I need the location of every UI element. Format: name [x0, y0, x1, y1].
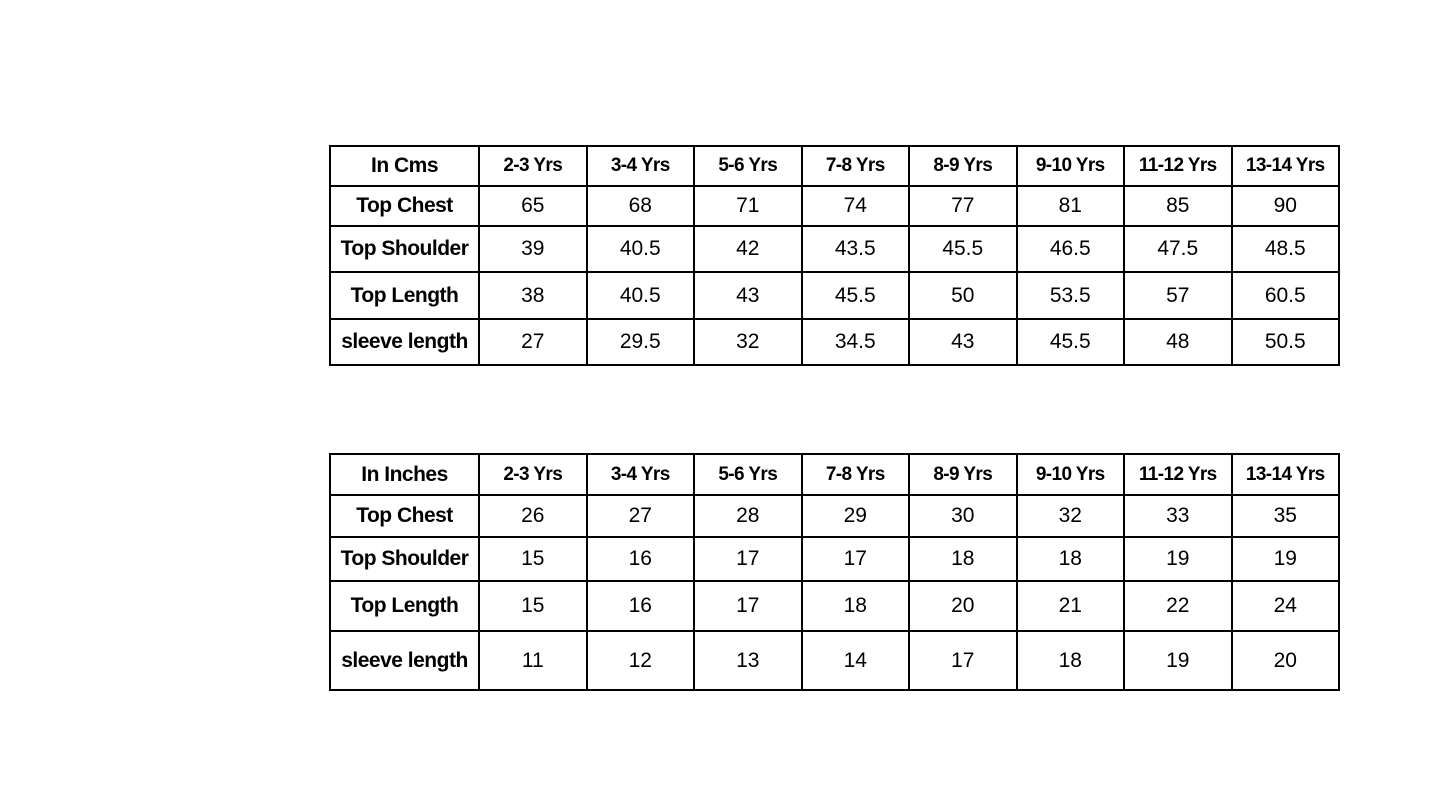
measurement-value: 18	[909, 537, 1017, 581]
measurement-value: 46.5	[1017, 226, 1125, 272]
measurement-value: 68	[587, 186, 695, 226]
unit-label: In Inches	[330, 454, 479, 495]
measurement-value: 12	[587, 631, 695, 690]
measurement-label: Top Length	[330, 272, 479, 319]
measurement-value: 35	[1232, 495, 1340, 537]
measurement-value: 16	[587, 537, 695, 581]
age-column-header: 2-3 Yrs	[479, 454, 587, 495]
age-column-header: 13-14 Yrs	[1232, 146, 1340, 186]
measurement-value: 15	[479, 537, 587, 581]
measurement-value: 81	[1017, 186, 1125, 226]
measurement-value: 30	[909, 495, 1017, 537]
measurement-value: 33	[1124, 495, 1232, 537]
measurement-value: 71	[694, 186, 802, 226]
measurement-value: 28	[694, 495, 802, 537]
measurement-value: 11	[479, 631, 587, 690]
measurement-value: 32	[694, 319, 802, 365]
age-column-header: 9-10 Yrs	[1017, 454, 1125, 495]
measurement-value: 13	[694, 631, 802, 690]
size-chart-cms-table	[329, 145, 1340, 366]
measurement-value: 22	[1124, 581, 1232, 631]
measurement-value: 32	[1017, 495, 1125, 537]
measurement-value: 15	[479, 581, 587, 631]
age-column-header: 13-14 Yrs	[1232, 454, 1340, 495]
table-row	[330, 581, 1339, 631]
measurement-value: 17	[909, 631, 1017, 690]
measurement-value: 38	[479, 272, 587, 319]
measurement-value: 17	[694, 581, 802, 631]
age-column-header: 7-8 Yrs	[802, 146, 910, 186]
age-column-header: 9-10 Yrs	[1017, 146, 1125, 186]
measurement-label: Top Length	[330, 581, 479, 631]
table-row	[330, 631, 1339, 690]
measurement-label: sleeve length	[330, 319, 479, 365]
measurement-label: Top Shoulder	[330, 226, 479, 272]
unit-label: In Cms	[330, 146, 479, 186]
table-row	[330, 186, 1339, 226]
age-column-header: 5-6 Yrs	[694, 454, 802, 495]
measurement-value: 65	[479, 186, 587, 226]
measurement-value: 43	[909, 319, 1017, 365]
measurement-value: 57	[1124, 272, 1232, 319]
measurement-value: 24	[1232, 581, 1340, 631]
measurement-value: 19	[1124, 631, 1232, 690]
measurement-value: 26	[479, 495, 587, 537]
measurement-value: 29.5	[587, 319, 695, 365]
measurement-value: 27	[587, 495, 695, 537]
measurement-value: 16	[587, 581, 695, 631]
size-chart-inches-table	[329, 453, 1340, 691]
measurement-value: 48.5	[1232, 226, 1340, 272]
measurement-value: 50.5	[1232, 319, 1340, 365]
measurement-value: 18	[1017, 631, 1125, 690]
age-column-header: 8-9 Yrs	[909, 146, 1017, 186]
measurement-value: 21	[1017, 581, 1125, 631]
measurement-value: 77	[909, 186, 1017, 226]
table-row	[330, 537, 1339, 581]
measurement-value: 74	[802, 186, 910, 226]
measurement-value: 14	[802, 631, 910, 690]
measurement-value: 40.5	[587, 272, 695, 319]
measurement-value: 27	[479, 319, 587, 365]
measurement-value: 17	[694, 537, 802, 581]
age-column-header: 11-12 Yrs	[1124, 454, 1232, 495]
table-row	[330, 495, 1339, 537]
table-row	[330, 226, 1339, 272]
measurement-value: 90	[1232, 186, 1340, 226]
measurement-value: 20	[909, 581, 1017, 631]
measurement-value: 53.5	[1017, 272, 1125, 319]
age-column-header: 3-4 Yrs	[587, 146, 695, 186]
measurement-value: 34.5	[802, 319, 910, 365]
measurement-value: 47.5	[1124, 226, 1232, 272]
age-column-header: 7-8 Yrs	[802, 454, 910, 495]
measurement-value: 45.5	[1017, 319, 1125, 365]
measurement-value: 60.5	[1232, 272, 1340, 319]
measurement-label: sleeve length	[330, 631, 479, 690]
header-row	[330, 146, 1339, 186]
measurement-value: 17	[802, 537, 910, 581]
measurement-label: Top Chest	[330, 495, 479, 537]
table-row	[330, 272, 1339, 319]
measurement-value: 45.5	[909, 226, 1017, 272]
measurement-label: Top Chest	[330, 186, 479, 226]
measurement-value: 40.5	[587, 226, 695, 272]
measurement-value: 45.5	[802, 272, 910, 319]
table-row	[330, 319, 1339, 365]
measurement-value: 42	[694, 226, 802, 272]
age-column-header: 2-3 Yrs	[479, 146, 587, 186]
measurement-value: 20	[1232, 631, 1340, 690]
age-column-header: 3-4 Yrs	[587, 454, 695, 495]
age-column-header: 5-6 Yrs	[694, 146, 802, 186]
age-column-header: 11-12 Yrs	[1124, 146, 1232, 186]
measurement-value: 50	[909, 272, 1017, 319]
measurement-value: 29	[802, 495, 910, 537]
age-column-header: 8-9 Yrs	[909, 454, 1017, 495]
measurement-value: 19	[1232, 537, 1340, 581]
measurement-value: 85	[1124, 186, 1232, 226]
measurement-value: 18	[802, 581, 910, 631]
measurement-value: 18	[1017, 537, 1125, 581]
measurement-label: Top Shoulder	[330, 537, 479, 581]
measurement-value: 48	[1124, 319, 1232, 365]
measurement-value: 19	[1124, 537, 1232, 581]
header-row	[330, 454, 1339, 495]
measurement-value: 39	[479, 226, 587, 272]
measurement-value: 43.5	[802, 226, 910, 272]
measurement-value: 43	[694, 272, 802, 319]
